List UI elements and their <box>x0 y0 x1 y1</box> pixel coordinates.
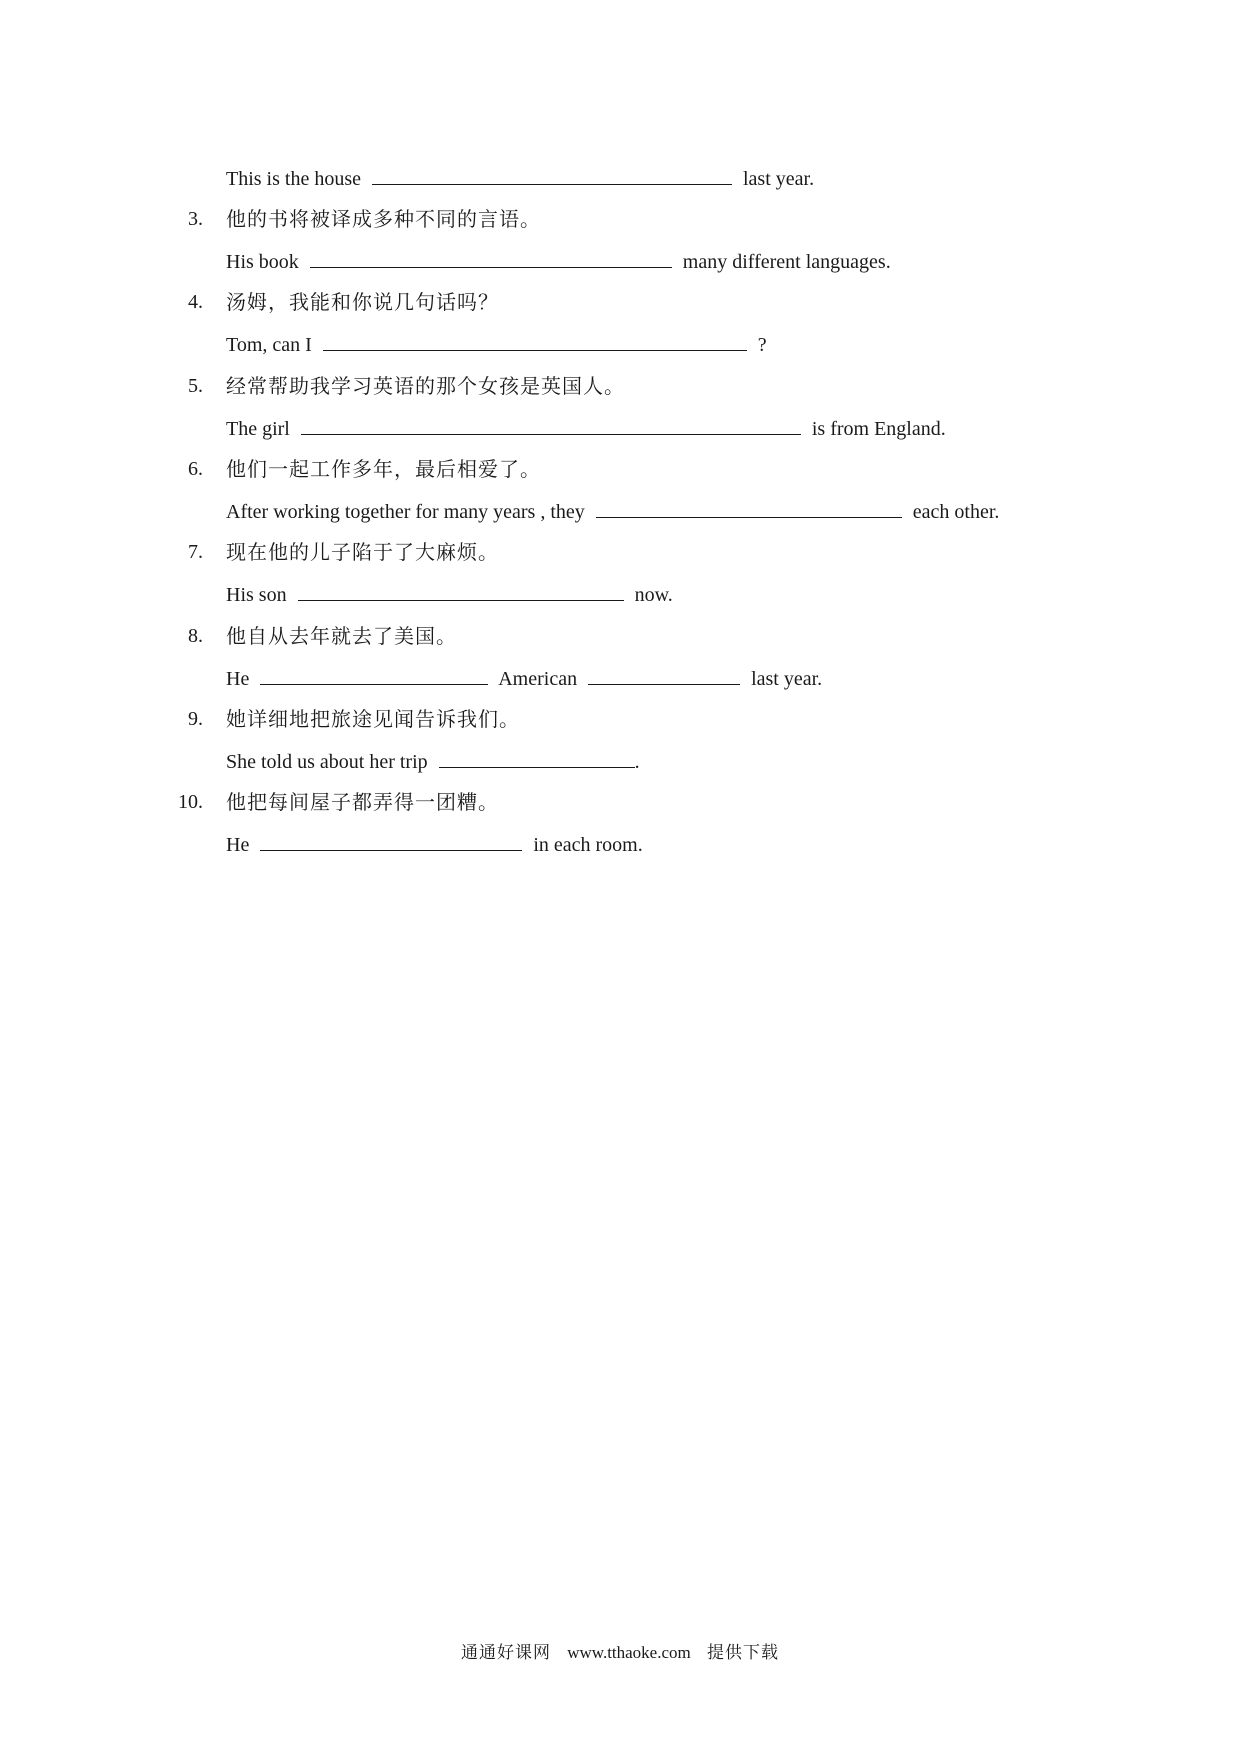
answer-blank-6[interactable] <box>596 499 902 518</box>
chinese-sentence-8: 他自从去年就去了美国。 <box>226 624 457 648</box>
answer-blank-9[interactable] <box>439 749 635 768</box>
chinese-sentence-3: 他的书将被译成多种不同的言语。 <box>226 207 541 231</box>
sentence-9-after: . <box>634 751 640 773</box>
item-number-5: 5. <box>188 375 203 397</box>
sentence-5-before: The girl <box>226 418 290 440</box>
item-number-7: 7. <box>188 541 203 563</box>
sentence-2-before: This is the house <box>226 168 361 190</box>
sentence-8-after: last year. <box>751 668 823 690</box>
chinese-sentence-7: 现在他的儿子陷于了大麻烦。 <box>226 540 499 564</box>
sentence-3-after: many different languages. <box>682 251 891 273</box>
english-sentence-10 <box>226 832 643 857</box>
sentence-3-before: His book <box>226 251 299 273</box>
sentence-6-before: After working together for many years , they <box>226 501 585 523</box>
sentence-7-before: His son <box>226 584 287 606</box>
page-footer <box>0 1638 1240 1663</box>
item-number-6: 6. <box>188 458 203 480</box>
chinese-sentence-9: 她详细地把旅途见闻告诉我们。 <box>226 707 520 731</box>
answer-blank-3[interactable] <box>310 249 672 268</box>
sentence-8-before: He <box>226 668 250 690</box>
answer-blank-10[interactable] <box>260 832 522 851</box>
sentence-4-before: Tom, can I <box>226 334 312 356</box>
item-number-10: 10. <box>178 791 203 813</box>
item-number-3: 3. <box>188 208 203 230</box>
english-sentence-5 <box>226 416 946 441</box>
chinese-sentence-10: 他把每间屋子都弄得一团糟。 <box>226 790 499 814</box>
sentence-6-after: each other. <box>912 501 1000 523</box>
footer-url[interactable]: www.tthaoke.com <box>567 1643 691 1662</box>
sentence-4-after: ? <box>757 334 767 356</box>
sentence-8-middle: American <box>498 668 578 690</box>
footer-site-name: 通通好课网 <box>460 1643 551 1663</box>
chinese-sentence-6: 他们一起工作多年，最后相爱了。 <box>226 457 541 481</box>
answer-blank-5[interactable] <box>301 416 801 435</box>
english-sentence-9 <box>226 749 640 774</box>
answer-blank-8a[interactable] <box>260 666 488 685</box>
answer-blank-4[interactable] <box>323 332 747 351</box>
item-number-4: 4. <box>188 291 203 313</box>
answer-blank-2[interactable] <box>372 166 732 185</box>
sentence-10-after: in each room. <box>533 834 643 856</box>
item-number-8: 8. <box>188 625 203 647</box>
footer-suffix: 提供下载 <box>707 1643 780 1663</box>
answer-blank-7[interactable] <box>298 582 624 601</box>
english-sentence-4 <box>226 332 767 357</box>
sentence-5-after: is from England. <box>811 418 946 440</box>
sentence-7-after: now. <box>634 584 673 606</box>
english-sentence-7 <box>226 582 673 607</box>
sentence-10-before: He <box>226 834 250 856</box>
english-sentence-3 <box>226 249 891 274</box>
item-number-9: 9. <box>188 708 203 730</box>
chinese-sentence-5: 经常帮助我学习英语的那个女孩是英国人。 <box>226 374 625 398</box>
english-sentence-8 <box>226 666 822 691</box>
sentence-9-before: She told us about her trip <box>226 751 428 773</box>
english-sentence-6 <box>226 499 999 524</box>
answer-blank-8b[interactable] <box>588 666 740 685</box>
chinese-sentence-4: 汤姆，我能和你说几句话吗？ <box>226 290 499 314</box>
english-sentence-2 <box>226 166 814 191</box>
sentence-2-after: last year. <box>743 168 815 190</box>
